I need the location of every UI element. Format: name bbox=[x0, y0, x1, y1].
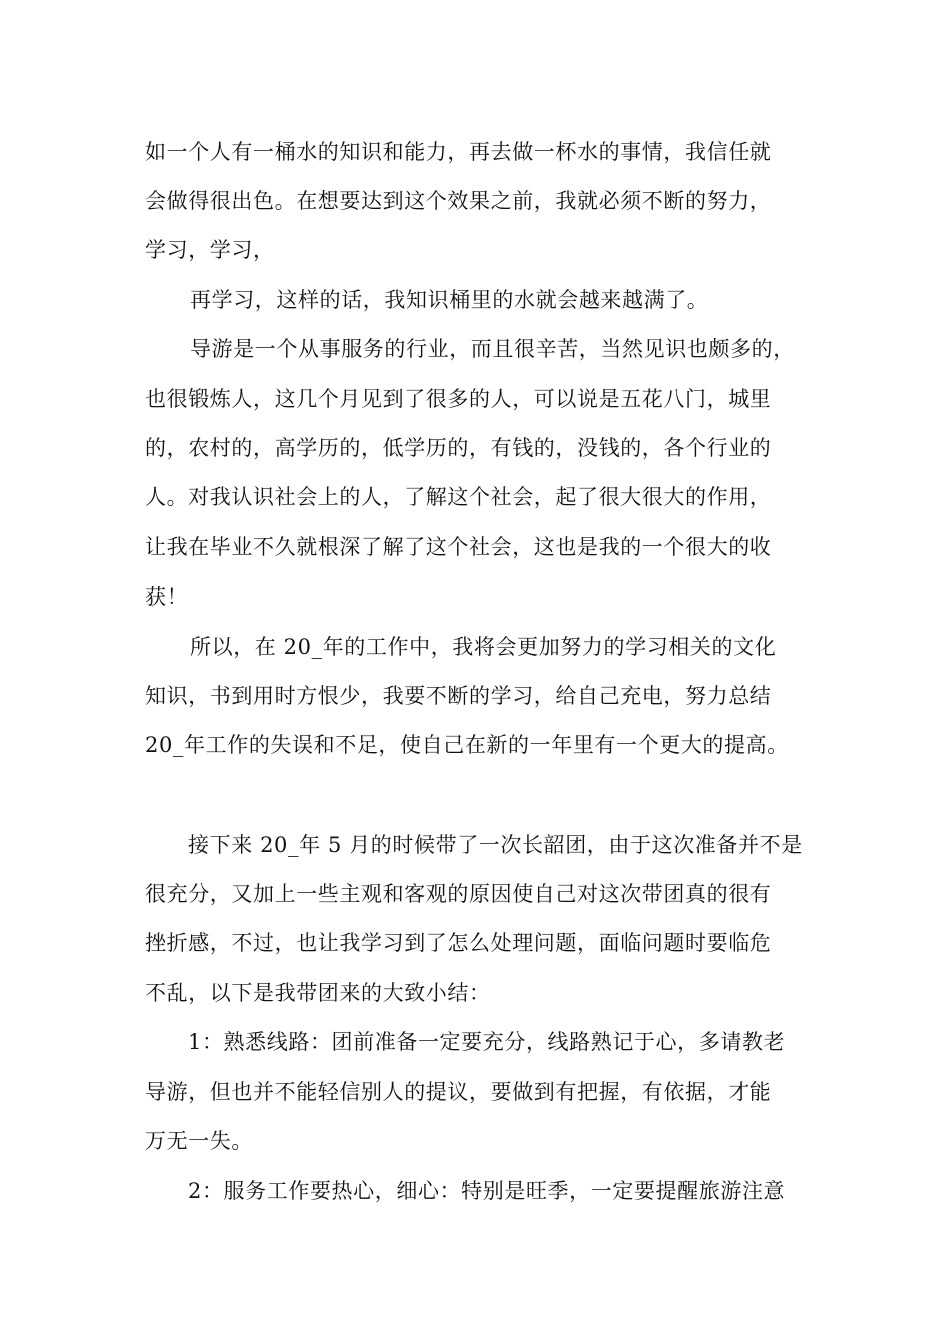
text-line: 的，农村的，高学历的，低学历的，有钱的，没钱的，各个行业的 bbox=[145, 436, 772, 460]
list-item-line: 2：服务工作要热心，细心：特别是旺季，一定要提醒旅游注意 bbox=[188, 1179, 786, 1203]
text-line: 挫折感，不过，也让我学习到了怎么处理问题，面临问题时要临危 bbox=[145, 931, 772, 955]
text-line: 20_年工作的失误和不足，使自己在新的一年里有一个更大的提高。 bbox=[145, 733, 789, 757]
text-line: 获！ bbox=[145, 585, 189, 609]
list-item-line: 1：熟悉线路：团前准备一定要充分，线路熟记于心，多请教老 bbox=[188, 1030, 786, 1054]
text-line: 人。对我认识社会上的人，了解这个社会，起了很大很大的作用， bbox=[145, 485, 772, 509]
text-line: 学习，学习， bbox=[145, 238, 275, 262]
text-line: 让我在毕业不久就根深了解了这个社会，这也是我的一个很大的收 bbox=[145, 535, 772, 559]
text-line: 导游，但也并不能轻信别人的提议，要做到有把握，有依据，才能 bbox=[145, 1080, 772, 1104]
text-line: 万无一失。 bbox=[145, 1129, 253, 1153]
paragraph-start-line: 再学习，这样的话，我知识桶里的水就会越来越满了。 bbox=[190, 288, 709, 312]
paragraph-start-line: 导游是一个从事服务的行业，而且很辛苦，当然见识也颇多的， bbox=[190, 337, 795, 361]
paragraph-start-line: 接下来 20_年 5 月的时候带了一次长韶团，由于这次准备并不是 bbox=[188, 833, 803, 857]
paragraph-start-line: 所以，在 20_年的工作中，我将会更加努力的学习相关的文化 bbox=[190, 635, 777, 659]
text-line: 知识，书到用时方恨少，我要不断的学习，给自己充电，努力总结 bbox=[145, 684, 772, 708]
text-line: 会做得很出色。在想要达到这个效果之前，我就必须不断的努力， bbox=[145, 189, 772, 213]
text-line: 不乱，以下是我带团来的大致小结： bbox=[145, 981, 491, 1005]
text-line: 也很锻炼人，这几个月见到了很多的人，可以说是五花八门，城里 bbox=[145, 387, 772, 411]
text-line: 如一个人有一桶水的知识和能力，再去做一杯水的事情，我信任就 bbox=[145, 140, 772, 164]
text-line: 很充分，又加上一些主观和客观的原因使自己对这次带团真的很有 bbox=[145, 882, 772, 906]
